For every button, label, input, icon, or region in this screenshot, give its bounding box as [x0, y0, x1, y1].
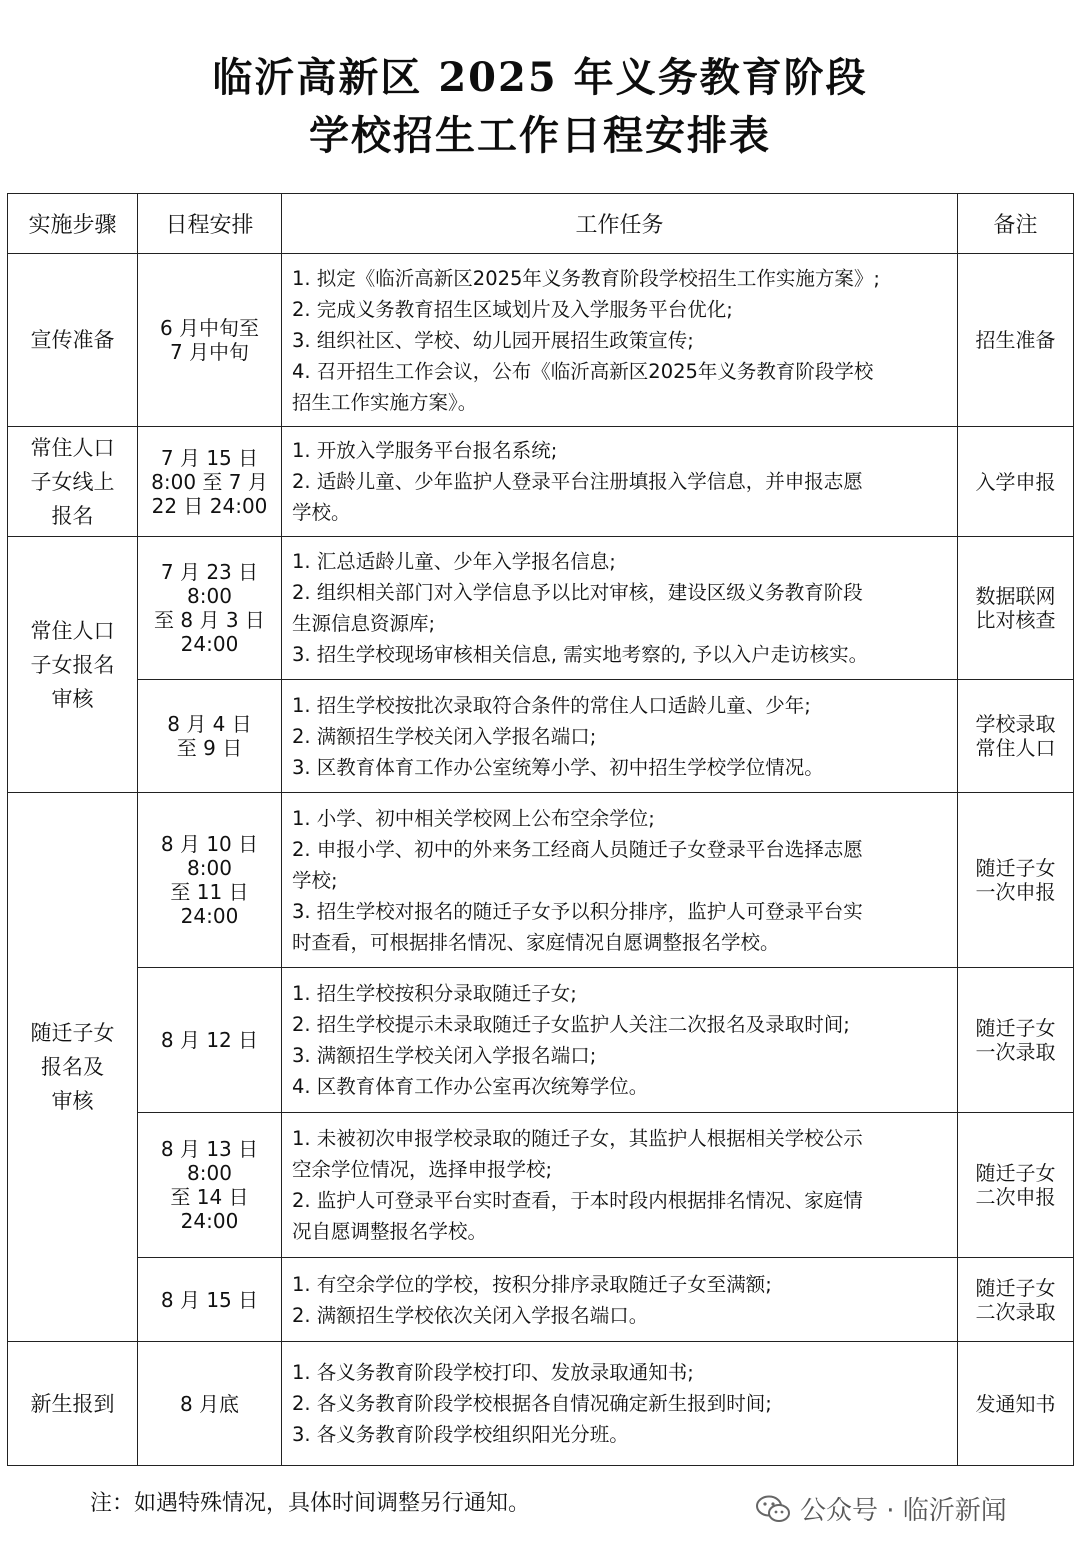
cell-line: 4. 召开招生工作会议，公布《临沂高新区2025年义务教育阶段学校	[292, 359, 874, 383]
step-cell	[8, 537, 138, 793]
step-cell	[8, 254, 138, 427]
task-cell	[282, 1113, 958, 1258]
cell-line: 报名	[51, 503, 94, 528]
date-cell	[138, 680, 282, 793]
note-cell	[958, 680, 1074, 793]
cell-line: 生源信息资源库;	[292, 612, 436, 635]
cell-line: 1. 招生学校按积分录取随迁子女;	[292, 982, 577, 1005]
cell-line: 一次申报	[975, 880, 1056, 904]
cell-line: 8 月 4 日	[167, 712, 252, 736]
table-row	[8, 427, 1074, 537]
cell-line: 随迁子女	[975, 1016, 1056, 1040]
cell-line: 时查看，可根据排名情况、家庭情况自愿调整报名学校。	[292, 930, 780, 954]
date-cell	[138, 1342, 282, 1466]
note-cell	[958, 1113, 1074, 1258]
cell-line: 随迁子女	[975, 856, 1056, 880]
cell-line: 1. 汇总适龄儿童、少年入学报名信息;	[292, 550, 616, 573]
cell-line: 随迁子女	[975, 1275, 1056, 1300]
task-cell	[282, 537, 958, 680]
cell-line: 24:00	[180, 904, 239, 928]
wechat-icon	[756, 1495, 790, 1523]
watermark-text: 公众号 · 临沂新闻	[800, 1496, 1007, 1526]
cell-line: 至 14 日	[170, 1185, 249, 1209]
cell-line: 常住人口	[30, 618, 115, 643]
cell-line: 3. 招生学校现场审核相关信息, 需实地考察的, 予以入户走访核实。	[292, 643, 869, 666]
task-cell	[282, 427, 958, 537]
note-cell	[958, 254, 1074, 427]
cell-line: 2. 各义务教育阶段学校根据各自情况确定新生报到时间;	[292, 1392, 772, 1415]
step-cell	[8, 427, 138, 537]
table-row	[8, 968, 1074, 1113]
cell-line: 4. 区教育体育工作办公室再次统筹学位。	[292, 1075, 649, 1098]
header-date: 日程安排	[138, 194, 282, 254]
cell-line: 随迁子女	[30, 1021, 115, 1045]
date-cell	[138, 427, 282, 537]
cell-line: 2. 满额招生学校依次关闭入学报名端口。	[292, 1303, 649, 1327]
header-note: 备注	[958, 194, 1074, 254]
header-task: 工作任务	[282, 194, 958, 254]
cell-line: 审核	[51, 1089, 94, 1113]
cell-line: 6 月中旬至	[159, 316, 260, 340]
cell-line: 3. 满额招生学校关闭入学报名端口;	[292, 1044, 597, 1067]
cell-line: 至 8 月 3 日	[154, 608, 265, 632]
task-cell	[282, 254, 958, 427]
cell-line: 2. 组织相关部门对入学信息予以比对审核，建设区级义务教育阶段	[292, 581, 863, 604]
cell-line: 学校。	[292, 501, 351, 524]
step-cell	[8, 793, 138, 1342]
table-header-row	[8, 194, 1074, 254]
note-cell	[958, 537, 1074, 680]
cell-line: 1. 招生学校按批次录取符合条件的常住人口适龄儿童、少年;	[292, 693, 811, 717]
date-cell	[138, 968, 282, 1113]
cell-line: 学校;	[292, 868, 338, 892]
cell-line: 常住人口	[30, 435, 115, 460]
cell-line: 3. 招生学校对报名的随迁子女予以积分排序，监护人可登录平台实	[292, 899, 863, 923]
table-row	[8, 254, 1074, 427]
task-cell	[282, 680, 958, 793]
note-cell	[958, 1258, 1074, 1342]
cell-line: 7 月 23 日	[160, 560, 259, 584]
cell-line: 学校录取	[975, 712, 1056, 736]
cell-line: 数据联网	[975, 584, 1056, 608]
cell-line: 24:00	[180, 632, 239, 656]
note-cell	[958, 793, 1074, 968]
table-row	[8, 1113, 1074, 1258]
cell-line: 2. 满额招生学校关闭入学报名端口;	[292, 724, 597, 748]
cell-line: 8 月 13 日	[160, 1137, 259, 1161]
cell-line: 7 月中旬	[169, 340, 250, 364]
page-title-line2: 学校招生工作日程安排表	[309, 112, 771, 159]
date-cell	[138, 1113, 282, 1258]
cell-line: 至 11 日	[170, 880, 249, 904]
cell-line: 1. 有空余学位的学校，按积分排序录取随迁子女至满额;	[292, 1272, 772, 1296]
date-cell	[138, 537, 282, 680]
task-cell	[282, 793, 958, 968]
cell-line: 况自愿调整报名学校。	[292, 1220, 488, 1243]
cell-line: 8:00	[187, 584, 232, 608]
cell-line: 报名及	[41, 1055, 104, 1079]
cell-line: 发通知书	[975, 1391, 1056, 1416]
cell-line: 2. 适龄儿童、少年监护人登录平台注册填报入学信息，并申报志愿	[292, 470, 863, 493]
cell-line: 2. 招生学校提示未录取随迁子女监护人关注二次报名及录取时间;	[292, 1013, 850, 1036]
cell-line: 1. 小学、初中相关学校网上公布空余学位;	[292, 806, 655, 830]
table-row	[8, 537, 1074, 680]
task-cell	[282, 968, 958, 1113]
cell-line: 至 9 日	[176, 736, 243, 760]
cell-line: 2. 申报小学、初中的外来务工经商人员随迁子女登录平台选择志愿	[292, 837, 863, 861]
cell-line: 招生准备	[975, 328, 1056, 352]
cell-line: 1. 拟定《临沂高新区2025年义务教育阶段学校招生工作实施方案》;	[292, 266, 880, 290]
cell-line: 2. 监护人可登录平台实时查看，于本时段内根据排名情况、家庭情	[292, 1189, 863, 1212]
table-row	[8, 680, 1074, 793]
table-row	[8, 1258, 1074, 1342]
cell-line: 2. 完成义务教育招生区域划片及入学服务平台优化;	[292, 297, 733, 321]
page-title-line1: 临沂高新区 2025 年义务教育阶段	[212, 54, 868, 101]
cell-line: 3. 各义务教育阶段学校组织阳光分班。	[292, 1423, 629, 1446]
cell-line: 7 月 15 日	[160, 445, 259, 470]
cell-line: 常住人口	[975, 736, 1056, 760]
cell-line: 二次录取	[975, 1299, 1056, 1324]
cell-line: 审核	[51, 686, 94, 711]
cell-line: 22 日 24:00	[151, 493, 268, 518]
cell-line: 3. 区教育体育工作办公室统筹小学、初中招生学校学位情况。	[292, 755, 824, 779]
note-cell	[958, 968, 1074, 1113]
cell-line: 1. 各义务教育阶段学校打印、发放录取通知书;	[292, 1361, 694, 1384]
schedule-table	[7, 193, 1074, 1466]
cell-line: 空余学位情况，选择申报学校;	[292, 1158, 553, 1181]
table-row	[8, 793, 1074, 968]
cell-line: 新生报到	[30, 1391, 115, 1416]
table-row	[8, 1342, 1074, 1466]
header-step: 实施步骤	[8, 194, 138, 254]
cell-line: 8:00	[187, 856, 232, 880]
cell-line: 子女线上	[30, 469, 115, 494]
cell-line: 随迁子女	[975, 1161, 1056, 1185]
note-cell	[958, 427, 1074, 537]
cell-line: 一次录取	[975, 1040, 1056, 1064]
cell-line: 入学申报	[975, 469, 1056, 494]
cell-line: 招生工作实施方案》。	[292, 390, 478, 414]
cell-line: 8:00	[187, 1161, 232, 1185]
task-cell	[282, 1258, 958, 1342]
cell-line: 二次申报	[975, 1185, 1056, 1209]
task-cell	[282, 1342, 958, 1466]
cell-line: 24:00	[180, 1209, 239, 1233]
cell-line: 1. 开放入学服务平台报名系统;	[292, 439, 558, 462]
date-cell	[138, 1258, 282, 1342]
cell-line: 8 月 12 日	[160, 1028, 259, 1052]
cell-line: 宣传准备	[30, 328, 115, 352]
cell-line: 3. 组织社区、学校、幼儿园开展招生政策宣传;	[292, 328, 694, 352]
footer-note: 注：如遇特殊情况，具体时间调整另行通知。	[90, 1491, 531, 1516]
note-cell	[958, 1342, 1074, 1466]
cell-line: 8 月底	[179, 1391, 240, 1416]
cell-line: 8 月 15 日	[160, 1287, 259, 1312]
cell-line: 1. 未被初次申报学校录取的随迁子女，其监护人根据相关学校公示	[292, 1127, 863, 1150]
cell-line: 8:00 至 7 月	[151, 469, 268, 494]
step-cell	[8, 1342, 138, 1466]
cell-line: 8 月 10 日	[160, 832, 259, 856]
cell-line: 子女报名	[30, 652, 115, 677]
cell-line: 比对核查	[975, 608, 1056, 632]
date-cell	[138, 793, 282, 968]
date-cell	[138, 254, 282, 427]
watermark	[756, 1490, 1007, 1527]
